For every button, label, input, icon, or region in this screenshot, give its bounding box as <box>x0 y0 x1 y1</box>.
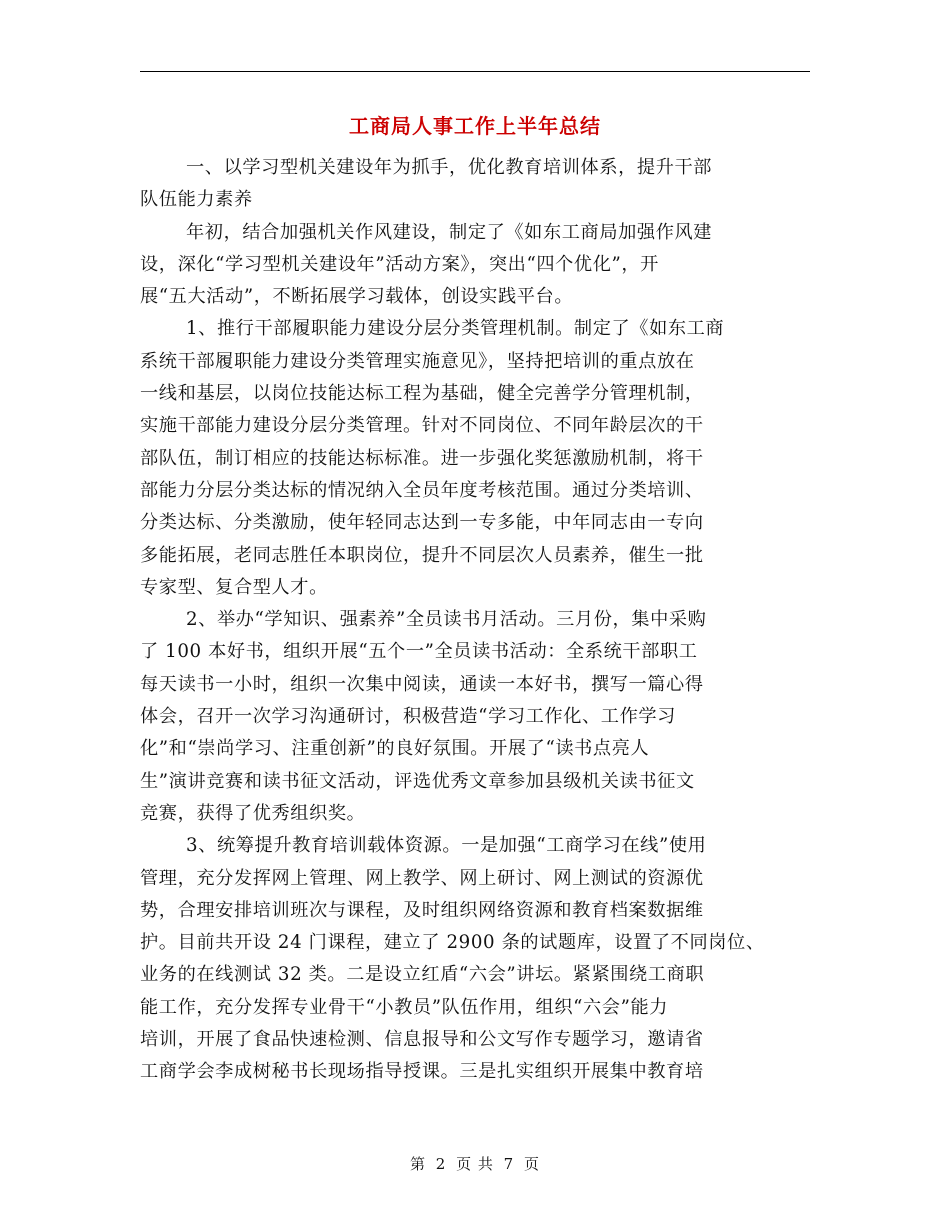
text-line: 护。目前共开设 24 门课程，建立了 2900 条的试题库，设置了不同岗位、 <box>140 932 765 954</box>
text-line: 部能力分层分类达标的情况纳入全员年度考核范围。通过分类培训、 <box>140 479 704 501</box>
text-line: 工商学会李成树秘书长现场指导授课。三是扎实组织开展集中教育培 <box>140 1061 704 1083</box>
text-line: 一、以学习型机关建设年为抓手，优化教育培训体系，提升干部 <box>186 157 713 178</box>
text-line: 设，深化“学习型机关建设年”活动方案》，突出“四个优化”，开 <box>140 253 659 275</box>
text-line: 展“五大活动”，不断拓展学习载体，创设实践平台。 <box>140 286 574 308</box>
text-line: 一线和基层，以岗位技能达标工程为基础，健全完善学分管理机制， <box>140 383 704 405</box>
text-line: 1、推行干部履职能力建设分层分类管理机制。制定了《如东工商 <box>186 318 725 340</box>
text-line: 3、统筹提升教育培训载体资源。一是加强“工商学习在线”使用 <box>186 835 707 857</box>
text-line: 能工作，充分发挥专业骨干“小教员”队伍作用，组织“六会”能力 <box>140 996 669 1018</box>
header-rule <box>140 71 810 72</box>
text-line: 管理，充分发挥网上管理、网上教学、网上研讨、网上测试的资源优 <box>140 867 704 889</box>
text-line: 化”和“崇尚学习、注重创新”的良好氛围。开展了“读书点亮人 <box>140 738 650 760</box>
text-line: 实施干部能力建设分层分类管理。针对不同岗位、不同年龄层次的干 <box>140 415 704 437</box>
text-line: 了 100 本好书，组织开展“五个一”全员读书活动：全系统干部职工 <box>140 641 698 663</box>
text-line: 专家型、复合型人才。 <box>140 576 328 598</box>
text-line: 培训，开展了食品快速检测、信息报导和公文写作专题学习，邀请省 <box>140 1029 704 1051</box>
footer-prefix: 第 <box>409 1155 426 1173</box>
text-line: 队伍能力素养 <box>140 189 253 211</box>
footer-middle: 页 共 <box>456 1155 494 1173</box>
footer-suffix: 页 <box>524 1155 541 1173</box>
text-line: 2、举办“学知识、强素养”全员读书月活动。三月份，集中采购 <box>186 609 707 631</box>
document-body <box>140 152 820 1089</box>
page-footer <box>0 1152 950 1176</box>
text-line: 生”演讲竞赛和读书征文活动，评选优秀文章参加县级机关读书征文 <box>140 770 695 792</box>
total-page-count: 7 <box>503 1155 515 1173</box>
text-line: 系统干部履职能力建设分类管理实施意见》，坚持把培训的重点放在 <box>140 350 695 372</box>
text-line: 分类达标、分类激励，使年轻同志达到一专多能，中年同志由一专向 <box>140 512 704 534</box>
text-line: 年初，结合加强机关作风建设，制定了《如东工商局加强作风建 <box>186 221 713 243</box>
document-title: 工商局人事工作上半年总结 <box>349 114 601 138</box>
text-line: 势，合理安排培训班次与课程，及时组织网络资源和教育档案数据维 <box>140 899 704 921</box>
current-page-number: 2 <box>435 1155 447 1173</box>
text-line: 体会，召开一次学习沟通研讨，积极营造“学习工作化、工作学习 <box>140 706 676 728</box>
text-line: 每天读书一小时，组织一次集中阅读，通读一本好书，撰写一篇心得 <box>140 673 704 695</box>
text-line: 业务的在线测试 32 类。二是设立红盾“六会”讲坛。紧紧围绕工商职 <box>140 964 705 986</box>
text-line: 部队伍，制订相应的技能达标标准。进一步强化奖惩激励机制，将干 <box>140 447 704 469</box>
text-line: 竞赛，获得了优秀组织奖。 <box>140 802 366 824</box>
text-line: 多能拓展，老同志胜任本职岗位，提升不同层次人员素养，催生一批 <box>140 544 704 566</box>
